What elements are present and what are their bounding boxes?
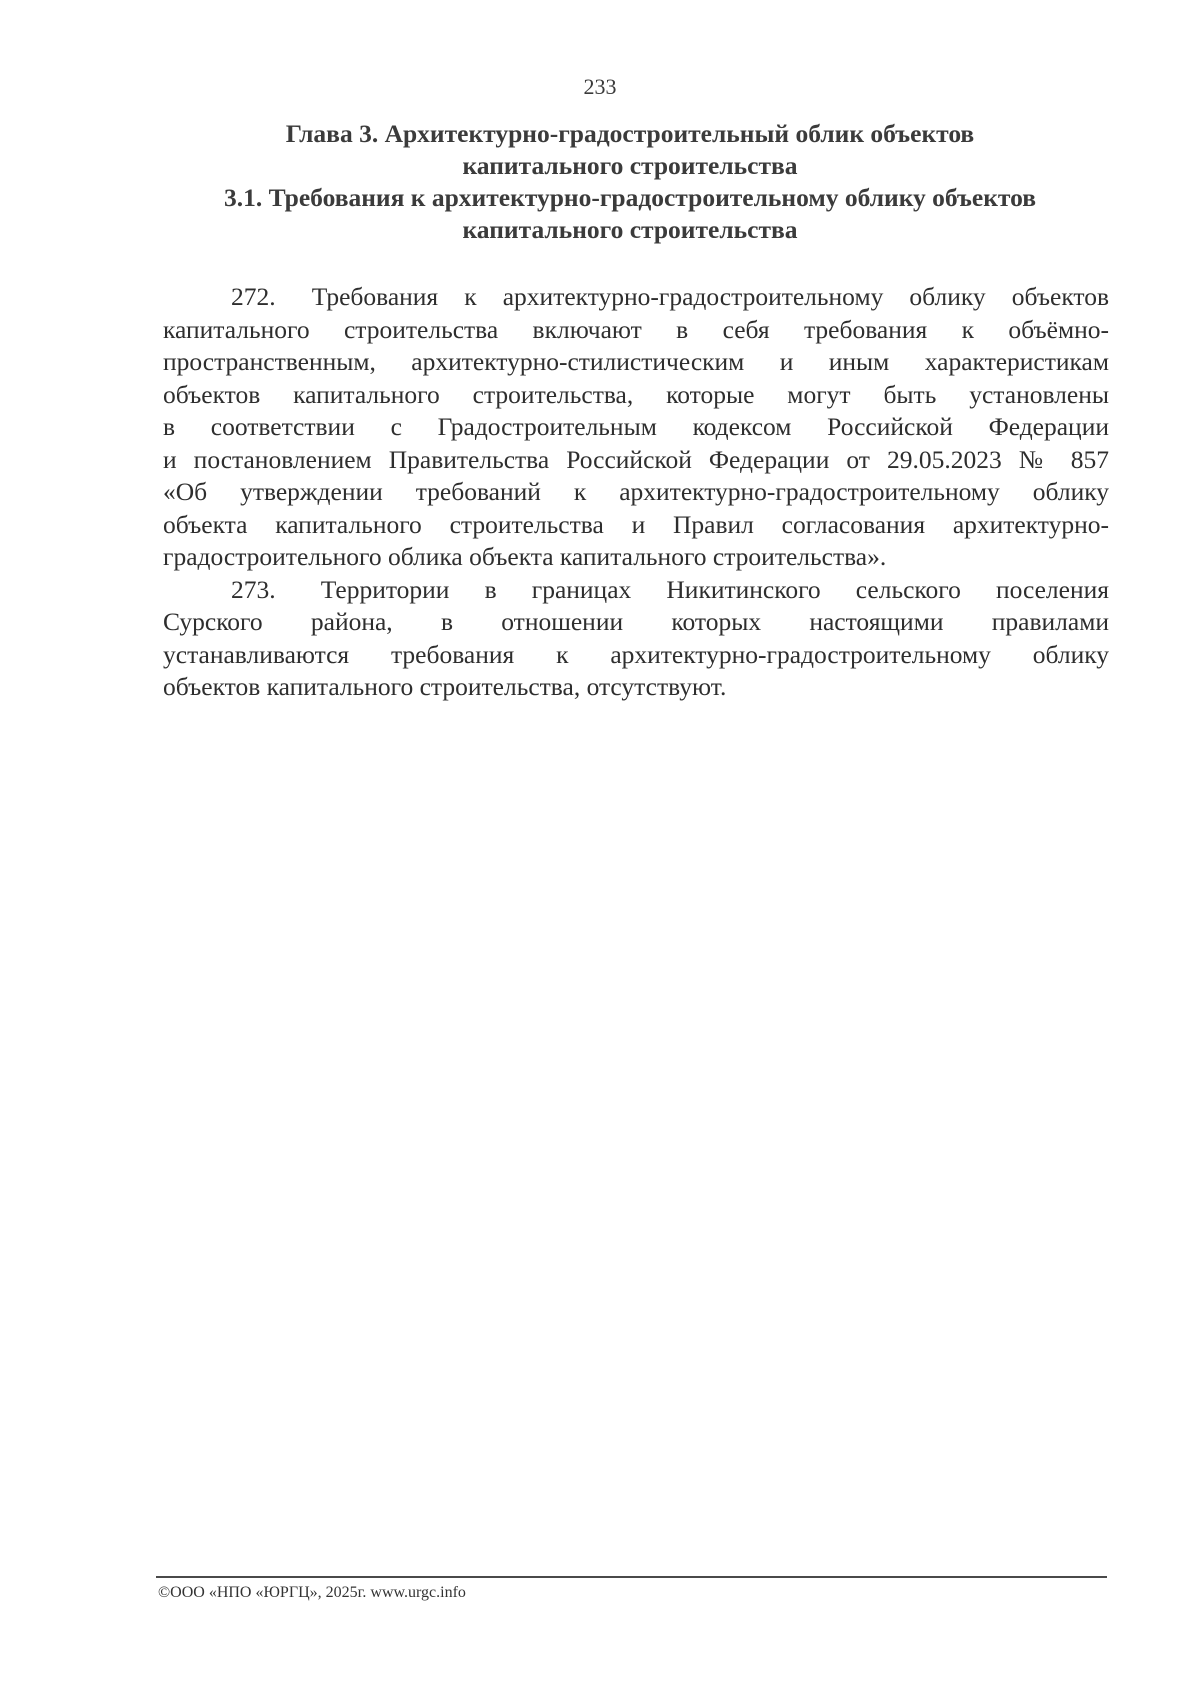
paragraph-272-line-6: и постановлением Правительства Российской Федерации от 29.05.2023 № 857 [163,444,1109,474]
chapter-title-line-2: капитального строительства [462,151,798,180]
footer-divider [156,1576,1107,1578]
paragraph-number: 272. [231,282,276,311]
footer-copyright: ©ООО «НПО «ЮРГЦ», 2025г. www.urgc.info [158,1584,466,1601]
paragraph-272-line-8: объекта капитального строительства и Правил согласования архитектурно- [163,509,1109,539]
chapter-title-line-1: Глава 3. Архитектурно-градостроительный облик объектов [285,119,975,148]
paragraph-number: 273. [231,574,276,604]
document-body [163,281,1109,704]
paragraph-272-line-1: 272. Требования к архитектурно-градостроительному облику объектов [231,282,1109,311]
paragraph-272-line-2: капитального строительства включают в себя требования к объёмно- [163,314,1109,344]
paragraph-272-line-5: в соответствии с Градостроительным кодексом Российской Федерации [163,412,1109,441]
paragraph-272-line-9: градостроительного облика объекта капитального строительства». [163,542,887,571]
paragraph-272-line-7: «Об утверждении требований к архитектурно-градостроительному облику [163,477,1109,506]
paragraph-272-line-3: пространственным, архитектурно-стилистическим и иным характеристикам [163,347,1109,376]
paragraph-273-line-1: 273. Территории в границах Никитинского сельского поселения [231,574,1110,604]
chapter-heading [140,118,1120,246]
paragraph-273-line-3: устанавливаются требования к архитектурно-градостроительному облику [163,639,1109,669]
page-number: 233 [583,74,617,99]
section-title-line-2: капитального строительства [462,215,798,244]
section-title-line-1: 3.1. Требования к архитектурно-градостроительному облику объектов [224,183,1036,212]
paragraph-273-line-4: объектов капитального строительства, отсутствуют. [163,672,727,701]
paragraph-273-line-2: Сурского района, в отношении которых настоящими правилами [163,607,1109,636]
paragraph-272-line-4: объектов капитального строительства, которые могут быть установлены [163,379,1109,409]
